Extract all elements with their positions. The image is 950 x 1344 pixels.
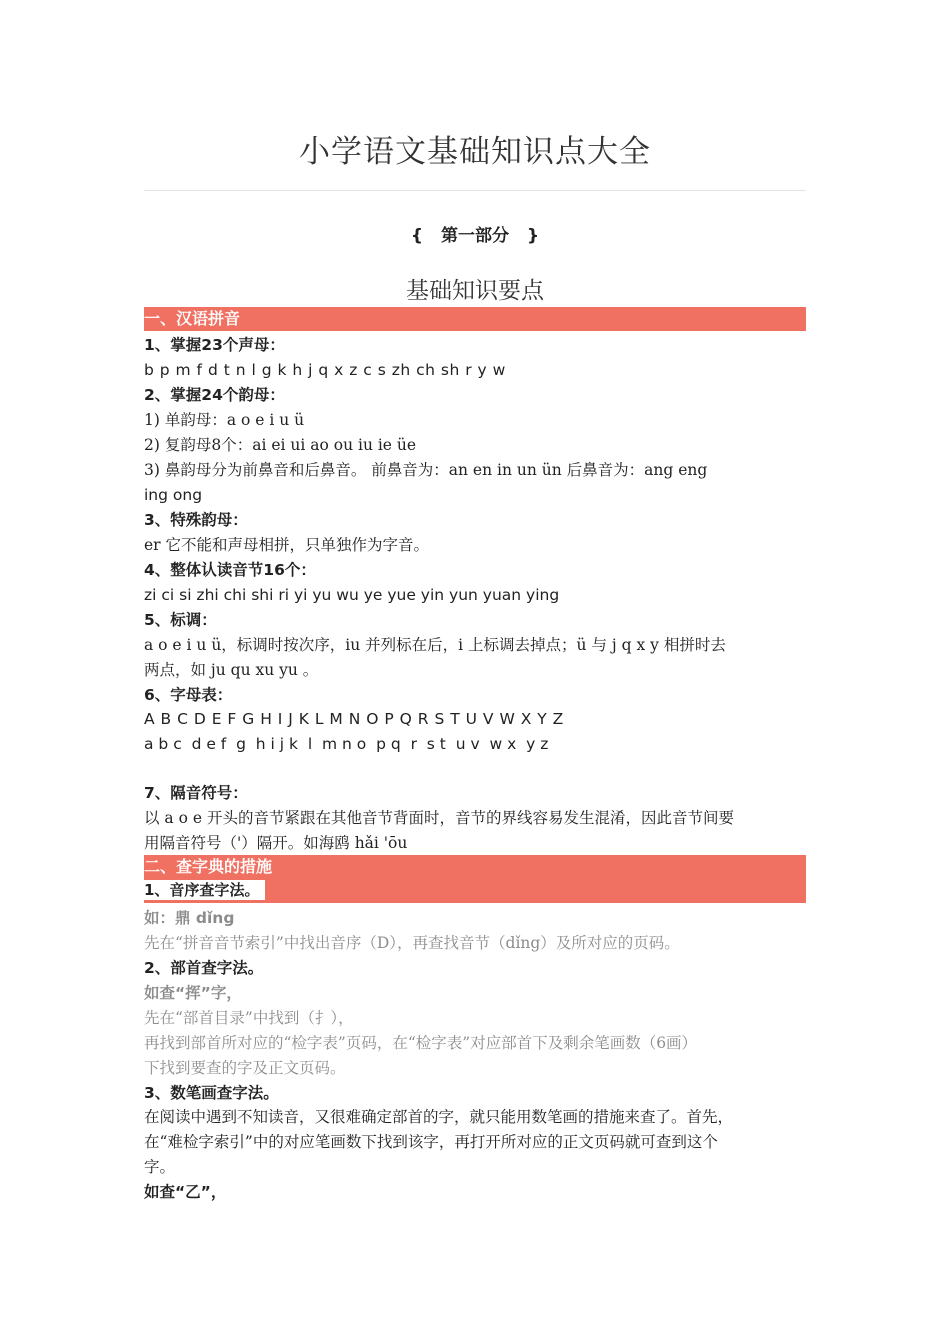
s2-line-3: 如查“挥”字， xyxy=(144,984,242,1002)
s2-line-5: 再找到部首所对应的“检字表”页码，在“检字表”对应部首下及剩余笔画数（6画） xyxy=(144,1034,698,1052)
s1-line-7: 3、特殊韵母： xyxy=(144,511,248,529)
s1-line-12: a o e i u ü，标调时按次序，iu 并列标在后，i 上标调去掉点；ü 与 j q x y 相拼时去 xyxy=(144,636,726,654)
close-brace: } xyxy=(527,226,540,246)
s1-line-14: 6、字母表： xyxy=(144,686,233,704)
s2-line-8: 在阅读中遇到不知读音，又很难确定部首的字，就只能用数笔画的措施来查了。首先， xyxy=(144,1108,734,1126)
section2-heading: 二、查字典的措施 xyxy=(144,857,273,876)
s1-line-6: ing ong xyxy=(144,486,203,504)
s2-line-10: 字。 xyxy=(144,1158,176,1176)
s1-line-19: 用隔音符号（'）隔开。如海鸥 hǎi 'ōu xyxy=(144,834,408,852)
section-subtitle: 基础知识要点 xyxy=(406,278,544,304)
s1-line-10: zi ci si zhi chi shi ri yi yu wu ye yue yin yun yuan ying xyxy=(144,586,560,604)
section1-heading-band xyxy=(144,307,806,331)
part-label-text: 第一部分 xyxy=(441,226,509,246)
s1-line-8: er 它不能和声母相拼，只单独作为字音。 xyxy=(144,536,430,554)
s2-line-1: 先在“拼音音节索引”中找出音序（D），再查找音节（dǐng）及所对应的页码。 xyxy=(144,934,680,952)
s2-line-11: 如查“乙”， xyxy=(144,1183,227,1201)
part-label xyxy=(144,221,806,246)
s2-line-7: 3、数笔画查字法。 xyxy=(144,1084,279,1102)
s2-line-0: 如：鼎 dǐng xyxy=(144,909,235,927)
s1-line-5: 3) 鼻韵母分为前鼻音和后鼻音。 前鼻音为：an en in un ün 后鼻音为：ang eng xyxy=(144,461,708,479)
s1-line-15: A B C D E F G H I J K L M N O P Q R S T U V W X Y Z xyxy=(144,710,564,728)
s1-line-18: 以 a o e 开头的音节紧跟在其他音节背面时，音节的界线容易发生混淆，因此音节间要 xyxy=(144,809,734,827)
document-title: 小学语文基础知识点大全 xyxy=(299,134,651,170)
s2-line-2: 2、部首查字法。 xyxy=(144,959,264,977)
s2-line-9: 在“难检字索引”中的对应笔画数下找到该字，再打开所对应的正文页码就可查到这个 xyxy=(144,1133,718,1151)
s1-line-2: 2、掌握24个韵母： xyxy=(144,386,285,404)
section2-sub1: 1、音序查字法。 xyxy=(144,880,265,900)
section2-heading-band xyxy=(144,855,806,903)
title-divider xyxy=(144,190,806,191)
open-brace: { xyxy=(410,226,423,246)
s1-line-17: 7、隔音符号： xyxy=(144,784,248,802)
s1-line-3: 1) 单韵母：a o e i u ü xyxy=(144,411,305,429)
s2-line-4: 先在“部首目录”中找到（扌）， xyxy=(144,1009,354,1027)
s2-line-6: 下找到要查的字及正文页码。 xyxy=(144,1059,346,1077)
s1-line-11: 5、标调： xyxy=(144,611,217,629)
s1-line-9: 4、整体认读音节16个： xyxy=(144,561,316,579)
s1-line-13: 两点，如 ju qu xu yu 。 xyxy=(144,661,319,679)
s1-line-4: 2) 复韵母8个：ai ei ui ao ou iu ie üe xyxy=(144,436,417,454)
section1-heading: 一、汉语拼音 xyxy=(144,309,241,328)
s1-line-0: 1、掌握23个声母： xyxy=(144,336,285,354)
s1-line-16: a b c d e f g h i j k l m n o p q r s t u v w x y z xyxy=(144,735,549,753)
s1-line-1: b p m f d t n l g k h j q x z c s zh ch sh r y w xyxy=(144,361,506,379)
